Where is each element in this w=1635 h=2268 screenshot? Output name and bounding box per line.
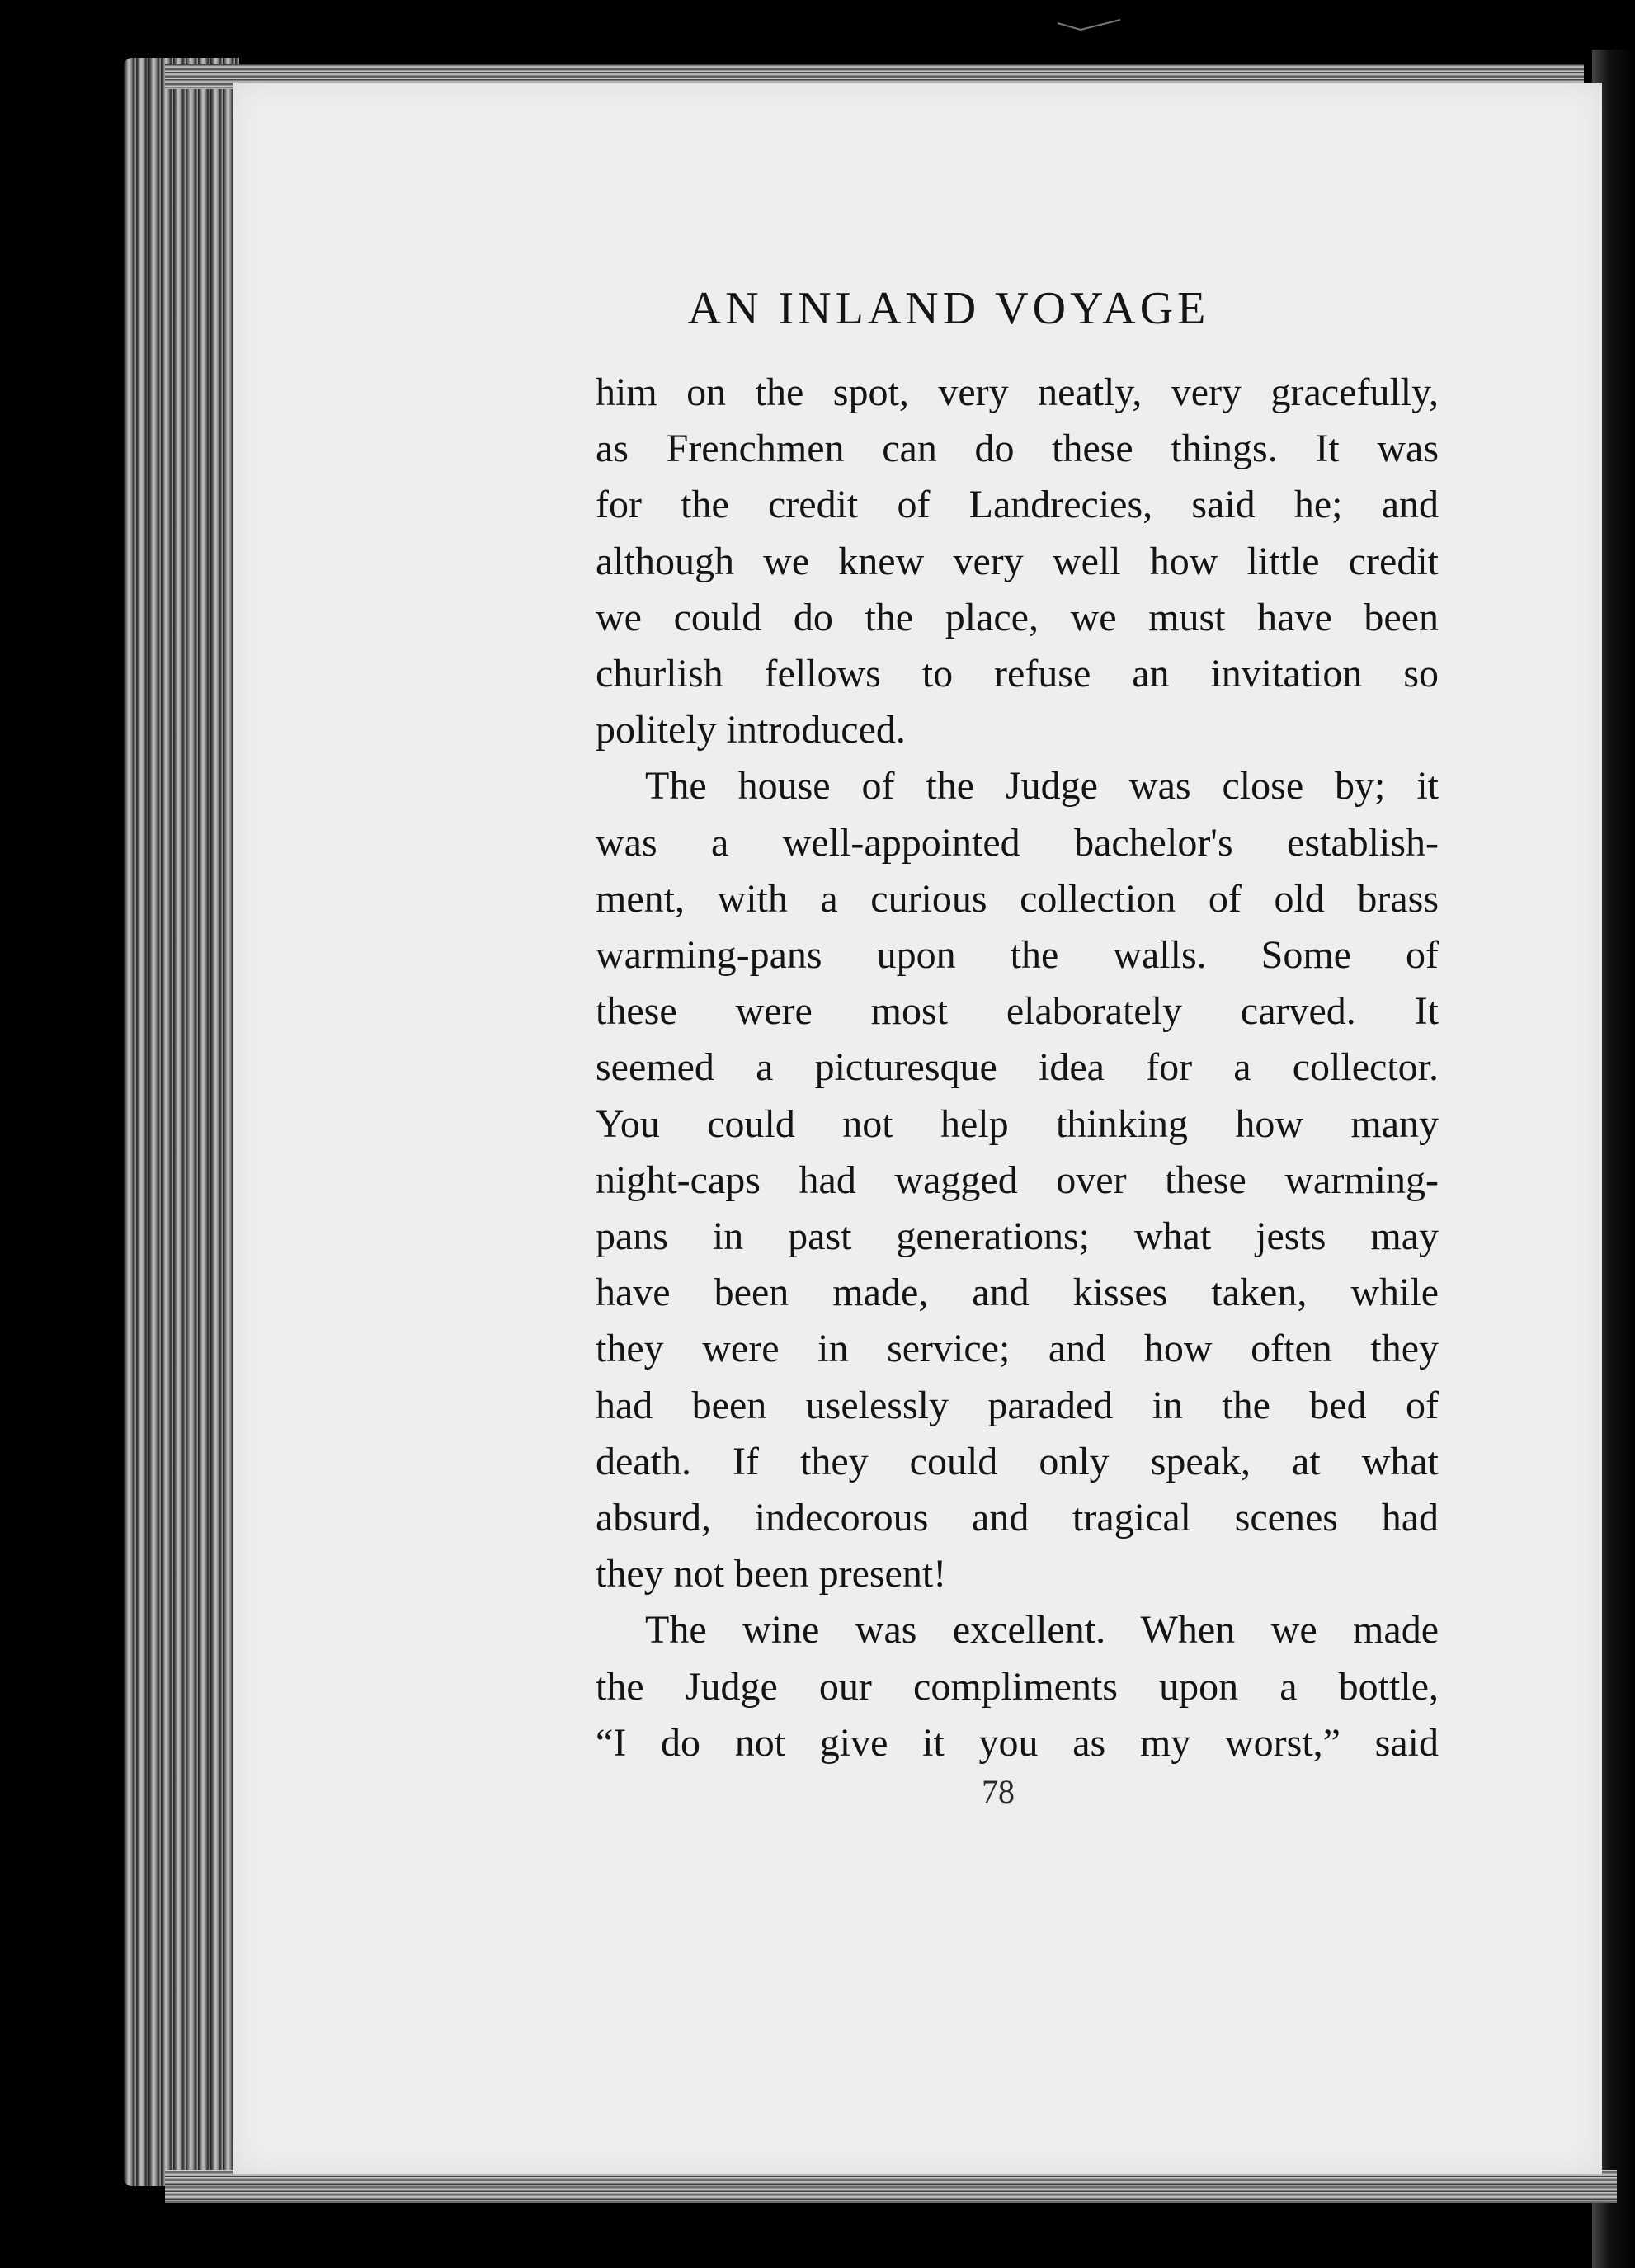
text-line: we could do the place, we must have been (596, 595, 1439, 639)
text-line: “I do not give it you as my worst,” said (596, 1720, 1439, 1765)
text-line: they not been present! (596, 1552, 947, 1596)
text-line: seemed a picturesque idea for a collector. (596, 1045, 1439, 1090)
text-line: have been made, and kisses taken, while (596, 1271, 1439, 1315)
text-line: pans in past generations; what jests may (596, 1214, 1439, 1259)
paragraph (596, 758, 1439, 1602)
text-line: the Judge our compliments upon a bottle, (596, 1664, 1439, 1709)
text-line: warming-pans upon the walls. Some of (596, 933, 1439, 978)
text-line: You could not help thinking how many (596, 1101, 1439, 1146)
text-line: these were most elaborately carved. It (596, 989, 1439, 1034)
text-line: churlish fellows to refuse an invitation so (596, 652, 1439, 696)
text-line: The house of the Judge was close by; it (645, 764, 1439, 809)
text-line: night-caps had wagged over these warming- (596, 1158, 1439, 1202)
text-line: they were in service; and how often they (596, 1327, 1439, 1371)
text-line: although we knew very well how little credit (596, 539, 1439, 583)
text-line: ment, with a curious collection of old brass (596, 876, 1439, 921)
text-line: him on the spot, very neatly, very gracefully, (596, 370, 1439, 414)
page-number: 78 (982, 1773, 1015, 1810)
paragraph (596, 365, 1439, 758)
text-line: was a well-appointed bachelor's establish- (596, 820, 1439, 865)
running-head: AN INLAND VOYAGE (687, 283, 1210, 334)
page-edges-left (124, 58, 239, 2186)
text-line: The wine was excellent. When we made (645, 1608, 1439, 1653)
paragraph (596, 1602, 1439, 1771)
text-line: for the credit of Landrecies, said he; and (596, 483, 1439, 527)
text-line: had been uselessly paraded in the bed of (596, 1383, 1439, 1427)
scan-mark (1056, 18, 1122, 35)
text-line: death. If they could only speak, at what (596, 1439, 1439, 1483)
page-edges-bottom (165, 2170, 1617, 2203)
text-line: as Frenchmen can do these things. It was (596, 427, 1439, 471)
text-line: absurd, indecorous and tragical scenes had (596, 1496, 1439, 1540)
body-text (596, 365, 1439, 1771)
text-line: politely introduced. (596, 708, 906, 752)
